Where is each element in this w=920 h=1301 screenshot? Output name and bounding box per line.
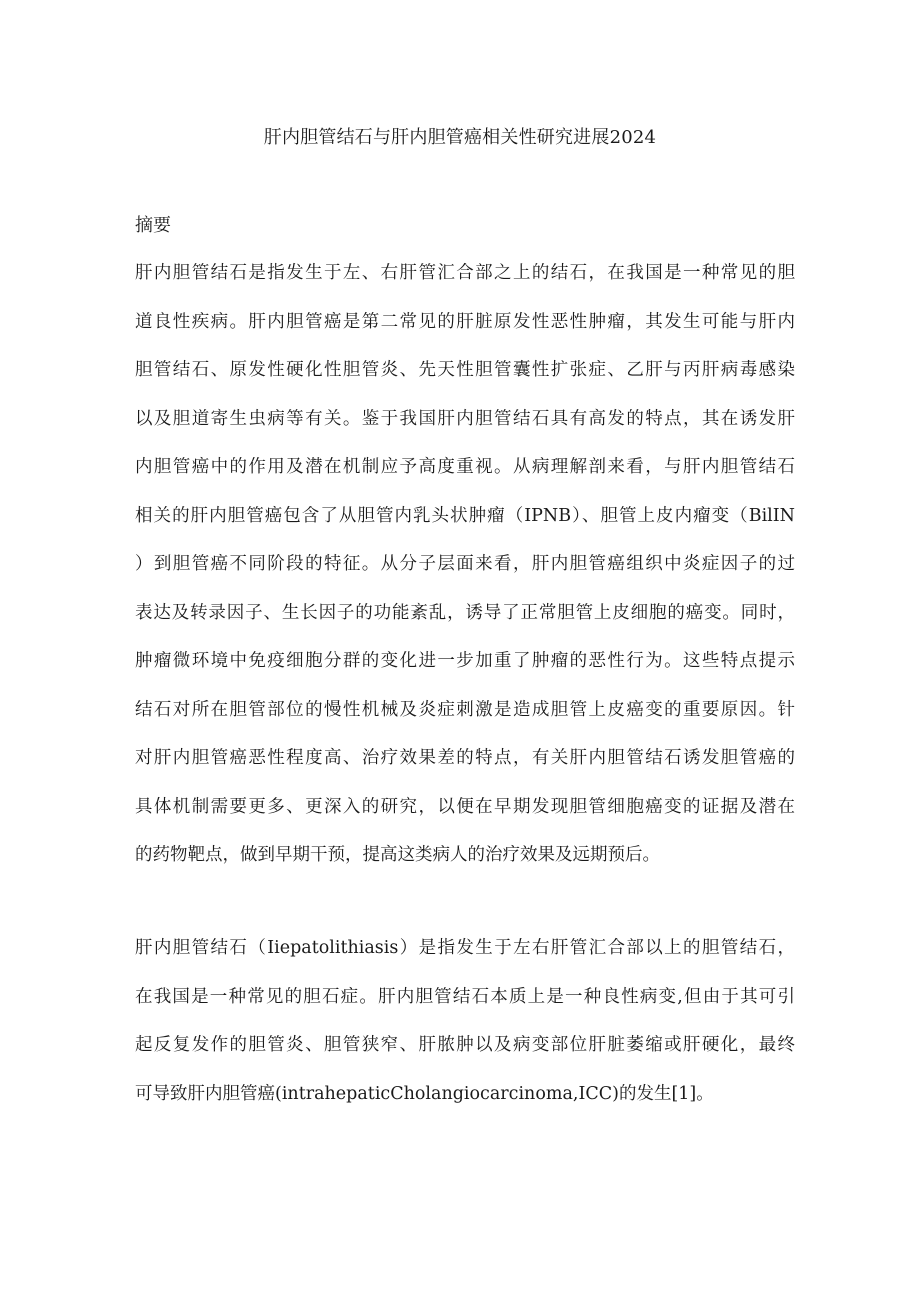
abstract-line: 肿瘤微环境中免疫细胞分群的变化进一步加重了肿瘤的恶性行为。这些特点提示 — [135, 651, 795, 671]
intro-line: 起反复发作的胆管炎、胆管狭窄、肝脓肿以及病变部位肝脏萎缩或肝硬化，最终 — [135, 1035, 795, 1055]
abstract-line: 具体机制需要更多、更深入的研究，以便在早期发现胆管细胞癌变的证据及潜在 — [135, 796, 795, 817]
abstract-line: ）到胆管癌不同阶段的特征。从分子层面来看，肝内胆管癌组织中炎症因子的过 — [135, 554, 795, 574]
abstract-line: 内胆管癌中的作用及潜在机制应予高度重视。从病理解剖来看，与肝内胆管结石 — [135, 457, 795, 477]
abstract-line: 表达及转录因子、生长因子的功能紊乱，诱导了正常胆管上皮细胞的癌变。同时， — [135, 602, 795, 623]
abstract-line: 肝内胆管结石是指发生于左、右肝管汇合部之上的结石，在我国是一种常见的胆 — [135, 263, 795, 283]
abstract-line: 的药物靶点，做到早期干预，提高这类病人的治疗效果及远期预后。 — [135, 845, 660, 865]
abstract-line: 结石对所在胆管部位的慢性机械及炎症刺激是造成胆管上皮癌变的重要原因。针 — [135, 699, 795, 720]
abstract-line: 以及胆道寄生虫病等有关。鉴于我国肝内胆管结石具有高发的特点，其在诱发肝 — [135, 408, 795, 429]
abstract-heading: 摘要 — [135, 215, 171, 236]
abstract-paragraph — [135, 260, 795, 891]
intro-line: 可导致肝内胆管癌(intrahepaticCholangiocarcinoma,ICC)的发生[1]。 — [135, 1083, 714, 1104]
abstract-line: 相关的肝内胆管癌包含了从胆管内乳头状肿瘤（IPNB）、胆管上皮内瘤变（BilIN — [135, 505, 795, 526]
intro-paragraph — [135, 935, 795, 1129]
intro-line: 在我国是一种常见的胆石症。肝内胆管结石本质上是一种良性病变,但由于其可引 — [135, 986, 795, 1007]
document-title: 肝内胆管结石与肝内胆管癌相关性研究进展2024 — [263, 127, 657, 148]
abstract-line: 对肝内胆管癌恶性程度高、治疗效果差的特点，有关肝内胆管结石诱发胆管癌的 — [135, 748, 795, 768]
abstract-line: 道良性疾病。肝内胆管癌是第二常见的肝脏原发性恶性肿瘤，其发生可能与肝内 — [135, 311, 795, 332]
abstract-line: 胆管结石、原发性硬化性胆管炎、先天性胆管囊性扩张症、乙肝与丙肝病毒感染 — [135, 360, 795, 380]
intro-line: 肝内胆管结石（Iiepatolithiasis）是指发生于左右肝管汇合部以上的胆管结石， — [135, 938, 795, 958]
